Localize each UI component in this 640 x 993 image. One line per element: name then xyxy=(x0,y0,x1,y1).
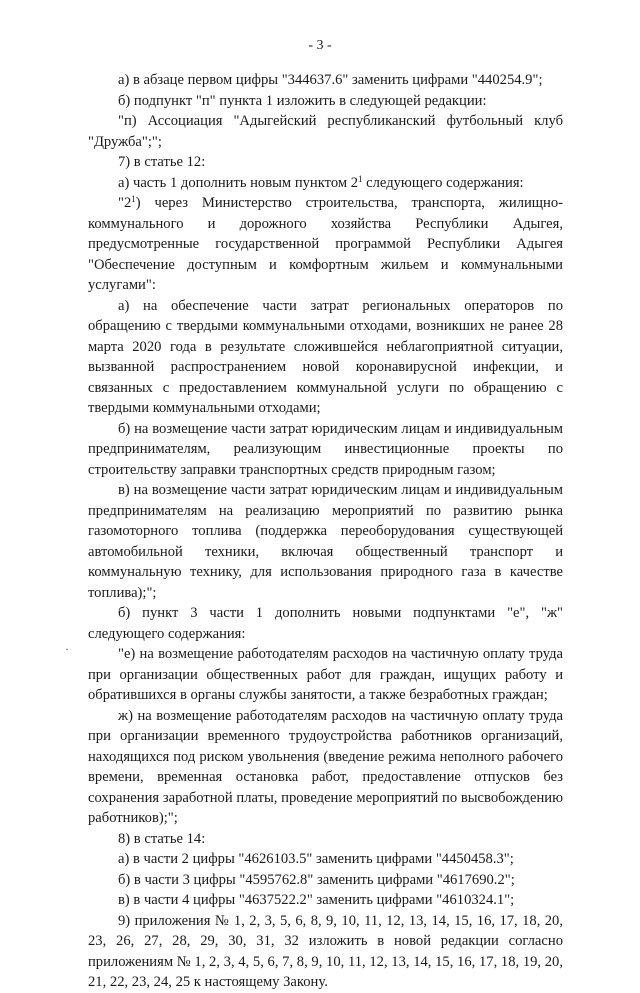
paragraph: а) в абзаце первом цифры "344637.6" заменить цифрами "440254.9"; xyxy=(118,72,543,88)
margin-mark: · xyxy=(65,642,69,656)
document-body xyxy=(88,70,563,993)
superscript: 1 xyxy=(131,194,136,204)
paragraph: "п) Ассоциация "Адыгейский республиканский футбольный клуб "Дружба";"; xyxy=(88,113,563,150)
paragraph: б) на возмещение части затрат юридическим лицам и индивидуальным предпринимателям, реализующим инвестиционные проекты по строительству заправки транспортных средств природным газом; xyxy=(88,420,563,478)
paragraph-text: а) часть 1 дополнить новым пунктом 2 xyxy=(118,174,359,191)
paragraph: а) в части 2 цифры "4626103.5" заменить цифрами "4450458.3"; xyxy=(118,851,514,867)
paragraph: б) подпункт "п" пункта 1 изложить в следующей редакции: xyxy=(118,92,487,109)
paragraph-text: "2 xyxy=(118,195,132,211)
paragraph xyxy=(88,173,563,194)
paragraph: ж) на возмещение работодателям расходов на частичную оплату труда при организации временного трудоустройства работников организаций, находящихся под риском увольнения (введение режима неполного рабочего времени, временная остановка работ, предоставление отпусков без сохранения заработной платы, проведение мероприятий по высвобождению работников);"; xyxy=(88,707,563,826)
paragraph-text: следующего содержания: xyxy=(362,174,524,191)
paragraph: 8) в статье 14: xyxy=(118,830,206,847)
page-number: - 3 - xyxy=(308,38,332,53)
paragraph: "е) на возмещение работодателям расходов на частичную оплату труда при организации общественных работ для граждан, ищущих работу и обратившихся в органы службы занятости, а также безработных граждан; xyxy=(88,646,563,703)
paragraph xyxy=(88,193,563,296)
paragraph: 7) в статье 12: xyxy=(118,154,206,170)
paragraph: б) в части 3 цифры "4595762.8" заменить цифрами "4617690.2"; xyxy=(118,871,515,888)
paragraph: в) на возмещение части затрат юридическим лицам и индивидуальным предпринимателям на реализацию мероприятий по развитию рынка газомоторного топлива (поддержка переоборудования существующей автомобильной техники, включая общественный транспорт и коммунальную технику, для использования природного газа в качестве топлива);"; xyxy=(88,482,563,601)
paragraph: 9) приложения № 1, 2, 3, 5, 6, 8, 9, 10, 11, 12, 13, 14, 15, 16, 17, 18, 20, 23, 26, 27, 28, 29, 30, 31, 32 изложить в новой редакции согласно приложениям № 1, 2, 3, 4, 5, 6, 7, 8, 9, 10, 11, 12, 13, 14, 15, 16, 17, 18, 19, 20, 21, 22, 23, 24, 25 к настоящему Закону. xyxy=(88,912,563,990)
superscript: 1 xyxy=(358,173,363,184)
paragraph-text: ) через Министерство строительства, транспорта, жилищно-коммунального и дорожного хозяйства Республики Адыгея, предусмотренные государственной программой Республики Адыгея "Обеспечение доступным и комфортным жильем и коммунальными услугами": xyxy=(88,195,563,293)
paragraph: а) на обеспечение части затрат региональных операторов по обращению с твердыми коммунальными отходами, возникших не ранее 28 марта 2020 года в результате сложившейся неблагоприятной ситуации, вызванной распространением новой коронавирусной инфекции, и связанных с предоставлением коммунальной услуги по обращению с твердыми коммунальными отходами; xyxy=(88,297,563,416)
paragraph: б) пункт 3 части 1 дополнить новыми подпунктами "е", "ж" следующего содержания: xyxy=(88,605,563,642)
paragraph: в) в части 4 цифры "4637522.2" заменить цифрами "4610324.1"; xyxy=(118,892,515,908)
